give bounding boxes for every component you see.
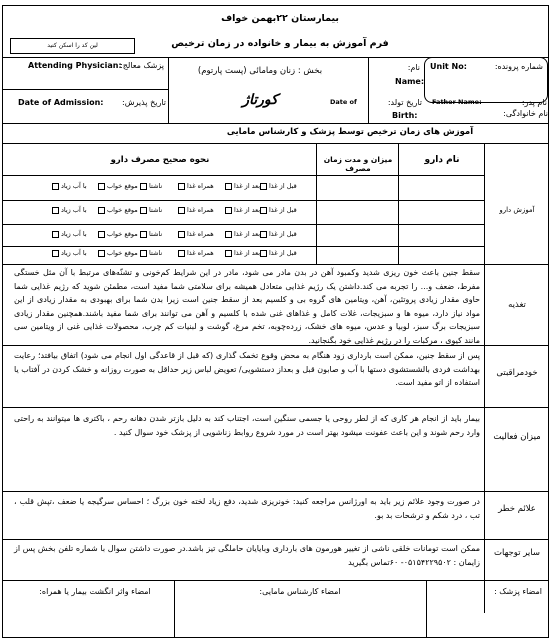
doctor-signature[interactable]: امضاء پزشک : <box>494 587 542 596</box>
checkbox-icon[interactable] <box>52 250 59 257</box>
admission-en: Date of Admission: <box>18 98 104 107</box>
option-label: بعد از غذا <box>234 206 261 214</box>
checkbox-icon[interactable] <box>98 207 105 214</box>
ward-stamp: کورتاژ <box>242 92 278 108</box>
option-label: ناشتا <box>149 230 163 238</box>
drug-row-2-option-with-meal[interactable] <box>176 206 214 214</box>
drug-row-1-option-before-meal[interactable] <box>258 182 297 190</box>
drug-row-2-option-bedtime[interactable] <box>96 206 138 214</box>
dob-en-2: Birth: <box>392 111 418 120</box>
checkbox-icon[interactable] <box>225 231 232 238</box>
section-title: آموزش های زمان ترخیص توسط پزشک و کارشناس مامایی <box>226 127 474 137</box>
checkbox-icon[interactable] <box>140 250 147 257</box>
option-label: همراه غذا <box>187 249 214 257</box>
drug-row-1-option-fasting[interactable] <box>138 182 162 190</box>
drug-row-1-option-after-meal[interactable] <box>223 182 260 190</box>
selfcare-label: خودمراقبتی <box>496 368 538 378</box>
checkbox-icon[interactable] <box>52 231 59 238</box>
checkbox-icon[interactable] <box>98 183 105 190</box>
name-en: Name: <box>395 77 425 86</box>
drug-row-1-option-with-meal[interactable] <box>176 182 214 190</box>
drug-row-3-option-bedtime[interactable] <box>96 230 138 238</box>
option-label: قبل از غذا <box>269 206 297 214</box>
drug-row-4-option-before-meal[interactable] <box>258 249 297 257</box>
checkbox-icon[interactable] <box>260 207 267 214</box>
option-label: همراه غذا <box>187 182 214 190</box>
drug-side-label: آموزش دارو <box>499 206 535 214</box>
drug-row-3-option-with-meal[interactable] <box>176 230 214 238</box>
danger-label: علائم خطر <box>498 504 536 514</box>
checkbox-icon[interactable] <box>178 250 185 257</box>
col-method: نحوه صحیح مصرف دارو <box>110 155 210 165</box>
danger-text: در صورت وجود علائم زیر باید به اورژانس مراجعه کنید: خونریزی شدید، دفع زیاد لخته خون بزرگ ؛ احساس سرگیجه یا ضعف ،تپش قلب ، تب ، درد شکم و ترشحات بد بو. <box>14 497 480 520</box>
surname-fa: نام خانوادگی: <box>503 109 548 118</box>
checkbox-icon[interactable] <box>178 183 185 190</box>
dob-fa: تاریخ تولد: <box>387 98 422 107</box>
checkbox-icon[interactable] <box>52 183 59 190</box>
drug-row-4-option-after-meal[interactable] <box>223 249 260 257</box>
checkbox-icon[interactable] <box>52 207 59 214</box>
father-en: Father Name: <box>432 98 482 106</box>
drug-row-4-option-with-meal[interactable] <box>176 249 214 257</box>
checkbox-icon[interactable] <box>140 207 147 214</box>
checkbox-icon[interactable] <box>178 231 185 238</box>
option-label: بعد از غذا <box>234 249 261 257</box>
nutrition-label: تغذیه <box>508 300 526 310</box>
drug-row-1-option-with-water[interactable] <box>50 182 87 190</box>
patient-signature[interactable]: امضاء واثر انگشت بیمار یا همراه: <box>39 587 151 596</box>
option-label: با آب زیاد <box>61 230 87 238</box>
drug-row-4-option-fasting[interactable] <box>138 249 162 257</box>
drug-row-3-option-fasting[interactable] <box>138 230 162 238</box>
selfcare-text: پس از سقط جنین، ممکن است باردارى زود هنگام به محض وقوع تخمک گذاری (که قبل از قاعدگی اول انجام می شود) اتفاق بیافتد؛ رعایت بهداشت فردی بالشستشوی دستها با آب و صابون قبل و بعداز دستشویی/ تعویض لباس زیر حداقل به صورت روزانه و خشک کردن در آفتاب یا استفاده از اتو مفید است. <box>14 351 480 387</box>
checkbox-icon[interactable] <box>225 250 232 257</box>
other-label: سایر توجهات <box>494 548 540 558</box>
drug-row-1-option-bedtime[interactable] <box>96 182 138 190</box>
checkbox-icon[interactable] <box>98 231 105 238</box>
option-label: همراه غذا <box>187 230 214 238</box>
checkbox-icon[interactable] <box>178 207 185 214</box>
checkbox-icon[interactable] <box>98 250 105 257</box>
scan-code-note: لین کد را اسکن کنید <box>10 38 135 54</box>
unit-no-fa: شماره پرونده: <box>494 62 543 71</box>
father-fa: نام پدر: <box>521 98 547 107</box>
drug-row-4-option-with-water[interactable] <box>50 249 87 257</box>
checkbox-icon[interactable] <box>260 231 267 238</box>
form-title: فرم آموزش به بیمار و خانواده در زمان ترخیص <box>171 38 389 49</box>
other-text: ممکن است تومانات خلقی ناشی از تغییر هورمون های بارداری وبایایان حاملگی تیز باشد.در صورت داشتن سوال با شماره تلفن بخش پس از زایمان : ۰۵۱۵۴۲۲۹۵۰۲- ۶۰تماس بگیرید <box>14 544 480 567</box>
option-label: قبل از غذا <box>269 249 297 257</box>
checkbox-icon[interactable] <box>225 207 232 214</box>
drug-row-4-option-bedtime[interactable] <box>96 249 138 257</box>
checkbox-icon[interactable] <box>140 231 147 238</box>
activity-text: بیمار باید از انجام هر کاری که از لطر روحی یا جسمی سنگین است، اجتناب کند به دلیل بازتر شدن دهانه رحم ، باکتری ها میتوانند به راحتی وارد رحم شوند و این باعث عفونت میشود بهتر است در مورد شروع روابط زناشویی از پزشک خود سوال کنید . <box>14 414 480 437</box>
checkbox-icon[interactable] <box>225 183 232 190</box>
option-label: موقع خواب <box>107 182 138 190</box>
drug-row-3-option-with-water[interactable] <box>50 230 87 238</box>
col-drug-name: نام دارو <box>424 155 460 165</box>
option-label: با آب زیاد <box>61 182 87 190</box>
nutrition-text: سقط جنین باعث خون ریزی شدید وکمبود آهن در بدن مادر می شود، مادر در این شرایط کم‌خونی و تشنّه‌های مرتبط با آن مثل خستگی مفرط، ضعف و... را تجربه می کند.داشتن یک رژیم غذایی متعادل همیشه برای سلامتی شما مفید است، مطمئن شوید که رژیم غذایی شما حاوی مقدار زیادی پروتئین، آهن، ویتامین های گروه بی و کلسیم بعد از سقط جنین است زیرا بدن شما برای بهبودی به مقدار زیادی از این مواد نیاز دارد، میوه ها و سبزیجات، غلات کامل و غذاهای غنی شده با کلسیم و آهن می توانند برای شما مفید باشند.همچنین مقدار زیادی سبزیجات برگ سبز، لوبیا و عدس، میوه های خشک، زرده‌چوبه، تخم مرغ، گوشت و لبنیات کم چرب، محصولات غذایی غنی از ویتامین سی مانند کیوی ، مرکبات را در رژیم غذایی خود بگنجانید. <box>14 268 480 345</box>
drug-row-3-option-before-meal[interactable] <box>258 230 297 238</box>
dob-en: Date of <box>330 98 357 106</box>
option-label: موقع خواب <box>107 249 138 257</box>
drug-row-2-option-before-meal[interactable] <box>258 206 297 214</box>
option-label: با آب زیاد <box>61 206 87 214</box>
unit-no-en: Unit No: <box>430 62 467 71</box>
option-label: بعد از غذا <box>234 182 261 190</box>
attending-physician-en: Attending Physician: <box>28 61 122 70</box>
option-label: موقع خواب <box>107 230 138 238</box>
option-label: با آب زیاد <box>61 249 87 257</box>
option-label: ناشتا <box>149 206 163 214</box>
option-label: ناشتا <box>149 249 163 257</box>
checkbox-icon[interactable] <box>260 183 267 190</box>
drug-row-2-option-with-water[interactable] <box>50 206 87 214</box>
ward-label: بخش : زنان ومامائی (پست پارتوم) <box>197 66 323 76</box>
midwife-signature[interactable]: امضاء کارشناس مامایی: <box>259 587 341 596</box>
col-dose: میزان و مدت زمان مصرف <box>323 155 393 173</box>
checkbox-icon[interactable] <box>260 250 267 257</box>
attending-physician-fa: پزشک معالج: <box>120 61 164 70</box>
option-label: قبل از غذا <box>269 182 297 190</box>
option-label: بعد از غذا <box>234 230 261 238</box>
hospital-name: بیمارستان ۲۲بهمن خواف <box>221 13 339 24</box>
option-label: ناشتا <box>149 182 163 190</box>
name-fa: نام: <box>407 63 420 72</box>
option-label: قبل از غذا <box>269 230 297 238</box>
drug-row-2-option-fasting[interactable] <box>138 206 162 214</box>
checkbox-icon[interactable] <box>140 183 147 190</box>
drug-row-2-option-after-meal[interactable] <box>223 206 260 214</box>
drug-row-3-option-after-meal[interactable] <box>223 230 260 238</box>
option-label: موقع خواب <box>107 206 138 214</box>
activity-label: میزان فعالیت <box>493 432 541 442</box>
admission-fa: تاریخ پذیرش: <box>122 98 166 107</box>
option-label: همراه غذا <box>187 206 214 214</box>
